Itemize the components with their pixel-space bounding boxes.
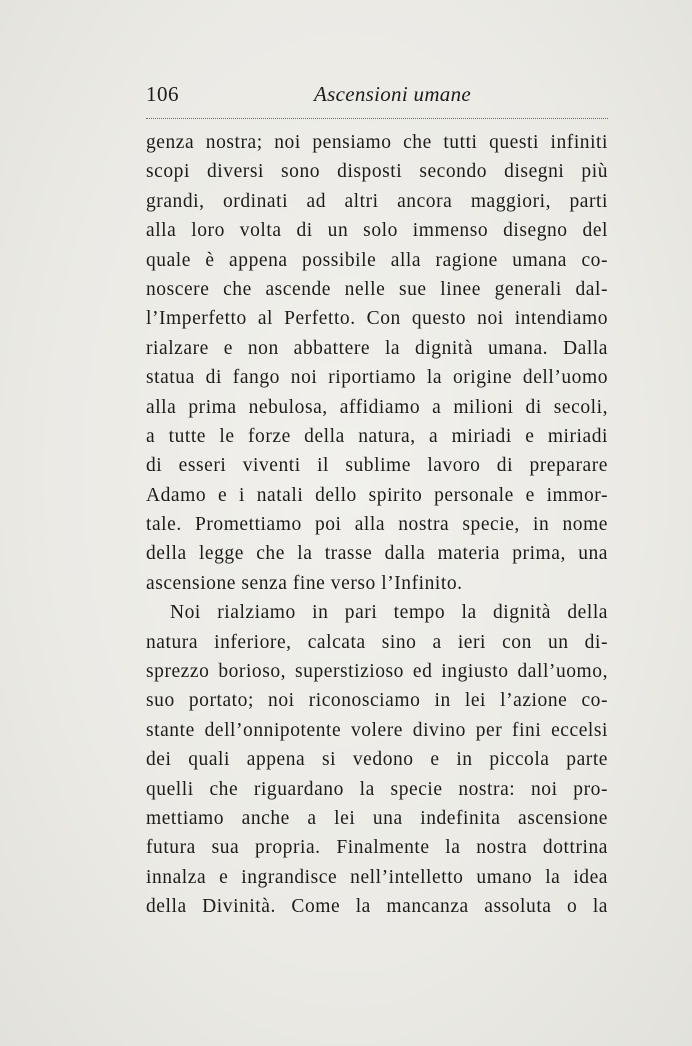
paragraph-start-line: Noi rialziamo in pari tempo la dignità della [170,602,608,624]
paragraph-end-line: ascensione senza fine verso l’Infinito. [146,572,463,594]
text-line: scopi diversi sono disposti secondo disegni più [146,161,608,183]
page-header [146,78,608,112]
running-title: Ascensioni umane [314,82,472,106]
text-line: statua di fango noi riportiamo la origine dell’uomo [146,367,608,389]
text-line: noscere che ascende nelle sue linee generali dal- [146,278,608,300]
text-line: genza nostra; noi pensiamo che tutti questi infiniti [146,132,608,153]
text-line: a tutte le forze della natura, a miriadi e miriadi [146,425,608,447]
page-number: 106 [146,82,179,106]
text-line: quelli che riguardano la specie nostra: noi pro- [146,778,608,800]
text-line: stante dell’onnipotente volere divino per fini eccelsi [146,719,608,741]
text-line: della Divinità. Come la mancanza assoluta o la [146,896,608,918]
text-line: sprezzo borioso, superstizioso ed ingiusto dall’uomo, [146,661,608,683]
text-line: rialzare e non abbattere la dignità umana. Dalla [146,337,608,359]
text-line: natura inferiore, calcata sino a ieri con un di- [146,631,608,653]
text-line: grandi, ordinati ad altri ancora maggiori, parti [146,190,608,212]
text-line: suo portato; noi riconosciamo in lei l’azione co- [146,690,608,712]
text-line: alla prima nebulosa, affidiamo a milioni di secoli, [146,396,608,418]
text-line: di esseri viventi il sublime lavoro di preparare [146,455,608,477]
text-line: alla loro volta di un solo immenso disegno del [146,220,608,242]
text-line: innalza e ingrandisce nell’intelletto umano la idea [146,866,608,888]
text-line: futura sua propria. Finalmente la nostra dottrina [146,837,608,859]
text-line: dei quali appena si vedono e in piccola parte [146,749,608,771]
header-rule [146,118,608,119]
text-line: l’Imperfetto al Perfetto. Con questo noi intendiamo [146,308,608,330]
text-line: tale. Promettiamo poi alla nostra specie, in nome [146,514,608,536]
text-line: mettiamo anche a lei una indefinita ascensione [146,807,608,829]
text-line: quale è appena possibile alla ragione umana co- [146,249,608,271]
text-line: della legge che la trasse dalla materia prima, una [146,543,608,565]
body-text [146,128,608,922]
text-line: Adamo e i natali dello spirito personale e immor- [146,484,608,506]
